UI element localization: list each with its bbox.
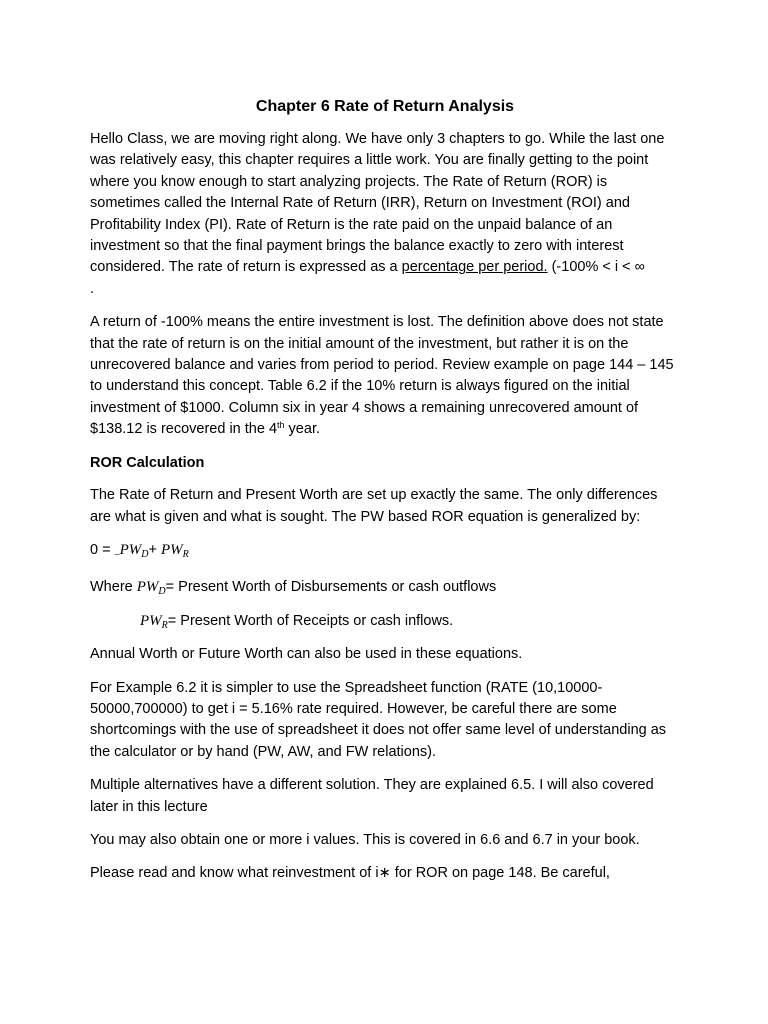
paragraph-return-definition	[90, 312, 680, 440]
underlined-phrase: percentage per period.	[401, 259, 548, 276]
paragraph-intro	[90, 129, 680, 300]
equation-pw-r	[161, 542, 189, 558]
paragraph-annual-worth: Annual Worth or Future Worth can also be used in these equations.	[90, 646, 523, 663]
subscript-d: D	[141, 548, 149, 560]
paragraph-multiple-alternatives: Multiple alternatives have a different solution. They are explained 6.5. I will also covered later in this lecture	[90, 777, 654, 815]
paragraph-i-values: You may also obtain one or more i values. This is covered in 6.6 and 6.7 in your book.	[90, 831, 640, 848]
paragraph-ror-setup: The Rate of Return and Present Worth are set up exactly the same. The only differences are what is given and what is sought. The PW based ROR equation is generalized by:	[90, 487, 658, 525]
subscript-r: R	[182, 548, 189, 560]
paragraph-reinvestment	[90, 863, 680, 884]
definition-pwd	[90, 577, 680, 598]
definition-pwr	[90, 611, 680, 632]
section-heading-ror: ROR Calculation	[90, 454, 205, 471]
pw-symbol: PW	[161, 541, 183, 558]
pw-symbol: PW	[140, 612, 162, 629]
intro-period: .	[90, 280, 95, 297]
document-body	[90, 96, 680, 897]
equation-minus-sign: –	[114, 548, 120, 560]
reinvestment-text: Please read and know what reinvestment of i	[90, 865, 379, 882]
intro-text: Hello Class, we are moving right along. We have only 3 chapters to go. While the last one was relatively easy, this chapter requires a little work. You are finally getting to the point where you know enough to start analyzing projects. The Rate of Return (ROR) is sometimes called the Internal Rate of Return (IRR), Return on Investment (ROI) and Profitability Index (PI). Rate of Return is the rate paid on the unpaid balance of an investment so that the final payment brings the balance exactly to zero with interest considered. The rate of return is expressed as a	[90, 131, 665, 276]
star-symbol: ∗	[378, 865, 391, 882]
reinvestment-tail: for ROR on page 148. Be careful,	[390, 865, 610, 882]
pw-symbol: PW	[136, 579, 159, 596]
equation-lhs: 0 =	[90, 541, 115, 558]
intro-range: (-100% < i < ∞	[547, 259, 645, 276]
equation-plus: +	[148, 541, 161, 558]
equation-pw-d	[115, 542, 149, 558]
pwd-symbol	[136, 579, 166, 598]
equation-ror	[90, 540, 680, 565]
pw-symbol: PW	[119, 541, 142, 558]
definition-tail: year.	[284, 421, 320, 438]
where-label: Where	[90, 579, 137, 596]
subscript-d: D	[158, 586, 166, 598]
paragraph-example-6-2: For Example 6.2 it is simpler to use the Spreadsheet function (RATE (10,10000-50000,700000) to get i = 5.16% rate required. However, be careful there are some shortcomings with the use of spreadsheet it does not offer same level of understanding as the calculator or by hand (PW, AW, and FW relations).	[90, 679, 667, 760]
pwd-description: = Present Worth of Disbursements or cash outflows	[165, 579, 497, 596]
subscript-r: R	[161, 619, 168, 631]
definition-text: A return of -100% means the entire investment is lost. The definition above does not state that the rate of return is on the initial amount of the investment, but rather it is on the unrecovered balance and varies from period to period. Review example on page 144 – 145 to understand this concept. Table 6.2 if the 10% return is always figured on the initial investment of $1000. Column six in year 4 shows a remaining unrecovered amount of $138.12 is recovered in the 4	[90, 314, 674, 438]
page-title: Chapter 6 Rate of Return Analysis	[255, 98, 515, 115]
pwr-description: = Present Worth of Receipts or cash inflows.	[167, 612, 454, 629]
pwr-symbol	[140, 613, 168, 629]
superscript-th: th	[277, 420, 285, 431]
